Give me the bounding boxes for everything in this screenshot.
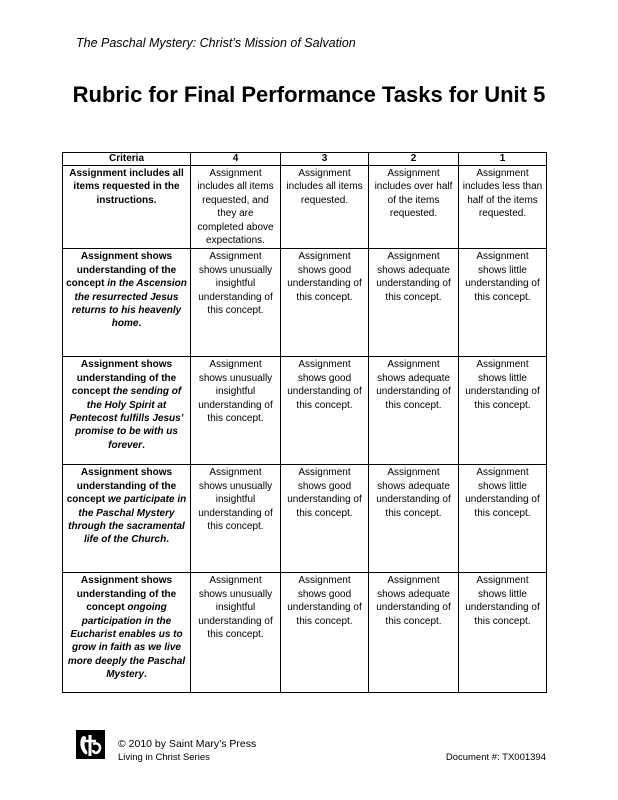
score-3-cell: Assignment shows good understanding of this concept. [281,573,369,693]
table-row [63,166,547,249]
saint-marys-press-logo-icon [76,730,105,759]
criteria-concept: in the Ascension the resurrected Jesus returns to his heavenly home [71,278,187,330]
criteria-cell [63,465,191,573]
copyright-text: © 2010 by Saint Mary’s Press [118,738,257,750]
criteria-text: Assignment shows understanding of the concept [66,251,177,290]
table-header-row [63,153,547,166]
series-title: The Paschal Mystery: Christ’s Mission of Salvation [76,36,356,50]
score-3-cell: Assignment shows good understanding of this concept. [281,357,369,465]
criteria-period: . [166,534,169,546]
score-2-cell: Assignment shows adequate understanding of this concept. [369,573,459,693]
criteria-text: Assignment shows understanding of the concept [71,359,177,398]
score-4-cell: Assignment shows unusually insightful understanding of this concept. [191,357,281,465]
criteria-cell [63,166,191,249]
criteria-text: Assignment includes all items requested in the instructions. [69,168,184,206]
score-4-cell: Assignment shows unusually insightful understanding of this concept. [191,249,281,357]
table-row [63,465,547,573]
rubric-table [62,152,547,693]
score-1-cell: Assignment shows little understanding of this concept. [459,249,547,357]
score-4-cell: Assignment includes all items requested, and they are completed above expectations. [191,166,281,249]
score-3-cell: Assignment includes all items requested. [281,166,369,249]
criteria-cell [63,573,191,693]
score-2-cell: Assignment includes over half of the items requested. [369,166,459,249]
score-4-cell: Assignment shows unusually insightful understanding of this concept. [191,465,281,573]
criteria-concept: the sending of the Holy Spirit at Pentecost fulfills Jesus’ promise to be with us forever [69,386,184,451]
table-row [63,249,547,357]
criteria-text: Assignment shows understanding of the concept [66,467,177,506]
score-2-cell: Assignment shows adequate understanding of this concept. [369,249,459,357]
criteria-period: . [142,439,145,451]
criteria-concept: we participate in the Paschal Mystery through the sacramental life of the Church [68,494,187,546]
score-1-cell: Assignment shows little understanding of this concept. [459,465,547,573]
score-1-cell: Assignment shows little understanding of this concept. [459,357,547,465]
column-header-2: 2 [369,153,459,166]
document-number: Document #: TX001394 [445,752,546,763]
criteria-cell [63,249,191,357]
criteria-period: . [144,669,147,681]
page-title: Rubric for Final Performance Tasks for Unit 5 [72,82,546,107]
column-header-4: 4 [191,153,281,166]
score-1-cell: Assignment shows little understanding of this concept. [459,573,547,693]
score-3-cell: Assignment shows good understanding of this concept. [281,465,369,573]
table-row [63,573,547,693]
criteria-concept: ongoing participation in the Eucharist enables us to grow in faith as we live more deeply the Paschal Mystery [67,602,186,681]
column-header-3: 3 [281,153,369,166]
column-header-1: 1 [459,153,547,166]
score-1-cell: Assignment includes less than half of the items requested. [459,166,547,249]
criteria-period: . [138,318,142,330]
table-row [63,357,547,465]
score-3-cell: Assignment shows good understanding of this concept. [281,249,369,357]
score-4-cell: Assignment shows unusually insightful understanding of this concept. [191,573,281,693]
criteria-cell [63,357,191,465]
score-2-cell: Assignment shows adequate understanding of this concept. [369,357,459,465]
column-header-criteria: Criteria [63,153,191,166]
score-2-cell: Assignment shows adequate understanding of this concept. [369,465,459,573]
criteria-text: Assignment shows understanding of the concept [76,575,177,614]
series-name: Living in Christ Series [118,752,210,763]
